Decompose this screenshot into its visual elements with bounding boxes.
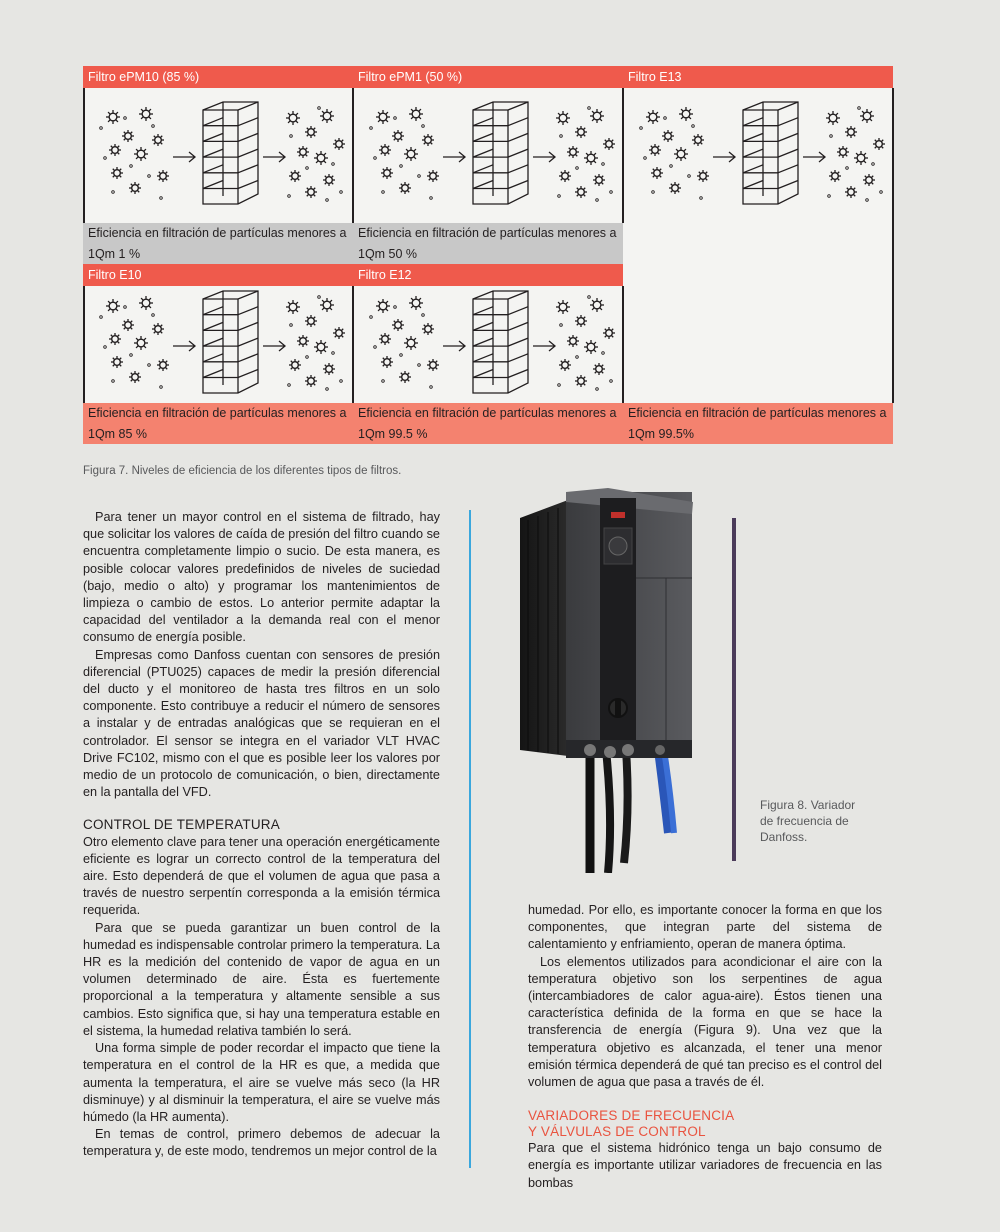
small-particle-icon bbox=[382, 191, 385, 194]
small-particle-icon bbox=[652, 191, 655, 194]
particle-icon bbox=[323, 363, 335, 375]
small-particle-icon bbox=[124, 306, 127, 309]
particle-icon bbox=[409, 107, 423, 121]
filter-efficiency-text bbox=[623, 403, 893, 444]
particle-icon bbox=[109, 333, 121, 345]
small-particle-icon bbox=[872, 163, 875, 166]
particle-icon bbox=[109, 144, 121, 156]
filter-efficiency-text bbox=[83, 403, 353, 444]
filter-cell-e10 bbox=[83, 264, 353, 444]
grid-line bbox=[352, 88, 354, 223]
particle-icon bbox=[697, 170, 709, 182]
small-particle-icon bbox=[332, 352, 335, 355]
small-particle-icon bbox=[288, 384, 291, 387]
small-particle-icon bbox=[602, 352, 605, 355]
small-particle-icon bbox=[290, 324, 293, 327]
particle-icon bbox=[556, 300, 570, 314]
small-particle-icon bbox=[104, 157, 107, 160]
particle-icon bbox=[111, 167, 123, 179]
efficiency-label: Eficiencia en filtración de partículas menores a bbox=[88, 226, 347, 240]
particle-icon bbox=[392, 319, 404, 331]
filter-diagram bbox=[353, 286, 623, 403]
efficiency-value: 1Qm 99.5 % bbox=[358, 427, 428, 441]
filter-title: Filtro E12 bbox=[353, 264, 623, 286]
small-particle-icon bbox=[576, 356, 579, 359]
particle-icon bbox=[646, 110, 660, 124]
small-particle-icon bbox=[560, 324, 563, 327]
small-particle-icon bbox=[610, 380, 613, 383]
small-particle-icon bbox=[100, 316, 103, 319]
small-particle-icon bbox=[610, 191, 613, 194]
particle-icon bbox=[837, 146, 849, 158]
grid-line bbox=[83, 88, 85, 223]
grid-line bbox=[622, 88, 624, 223]
small-particle-icon bbox=[418, 364, 421, 367]
small-particle-icon bbox=[326, 199, 329, 202]
small-particle-icon bbox=[370, 316, 373, 319]
small-particle-icon bbox=[374, 157, 377, 160]
grid-line bbox=[892, 88, 894, 403]
filter-diagram bbox=[83, 286, 353, 403]
right-column bbox=[528, 902, 882, 1192]
filter-efficiency-text bbox=[353, 403, 623, 444]
small-particle-icon bbox=[576, 167, 579, 170]
particle-icon bbox=[845, 126, 857, 138]
small-particle-icon bbox=[400, 165, 403, 168]
efficiency-value: 1Qm 85 % bbox=[88, 427, 148, 441]
particle-icon bbox=[376, 110, 390, 124]
small-particle-icon bbox=[318, 296, 321, 299]
particle-icon bbox=[679, 107, 693, 121]
particle-icon bbox=[584, 340, 598, 354]
small-particle-icon bbox=[152, 125, 155, 128]
particle-icon bbox=[603, 138, 615, 150]
small-particle-icon bbox=[370, 127, 373, 130]
small-particle-icon bbox=[394, 306, 397, 309]
particle-icon bbox=[649, 144, 661, 156]
frequency-drive-photo bbox=[518, 488, 708, 873]
particle-icon bbox=[286, 300, 300, 314]
particle-icon bbox=[662, 130, 674, 142]
particle-icon bbox=[305, 315, 317, 327]
small-particle-icon bbox=[124, 117, 127, 120]
particle-icon bbox=[314, 151, 328, 165]
efficiency-label: Eficiencia en filtración de partículas menores a bbox=[358, 226, 617, 240]
efficiency-value: 1Qm 50 % bbox=[358, 247, 418, 261]
paragraph: Los elementos utilizados para acondicionar el aire con la temperatura objetivo son los serpentines de agua (intercambiadores de calor agua-aire). Éstos tienen una característica definida de la forma en que se hace la transferencia de energía (Figura 9). Una vez que la temperatura objetivo es alcanzada, el tener una menor emisión térmica dependerá de qué tan preciso es el control del volumen de agua que pasa a través de él. bbox=[528, 954, 882, 1090]
particle-icon bbox=[381, 167, 393, 179]
small-particle-icon bbox=[418, 175, 421, 178]
particle-icon bbox=[139, 296, 153, 310]
small-particle-icon bbox=[332, 163, 335, 166]
filter-diagram bbox=[623, 88, 893, 223]
small-particle-icon bbox=[688, 175, 691, 178]
particle-icon bbox=[567, 335, 579, 347]
small-particle-icon bbox=[318, 107, 321, 110]
particle-icon bbox=[381, 356, 393, 368]
filter-cell-epm1 bbox=[353, 66, 623, 264]
efficiency-label: Eficiencia en filtración de partículas menores a bbox=[88, 406, 347, 420]
particle-icon bbox=[556, 111, 570, 125]
particle-icon bbox=[289, 359, 301, 371]
particle-icon bbox=[323, 174, 335, 186]
paragraph: humedad. Por ello, es importante conocer la forma en que los componentes, que integran parte del sistema de calentamiento y enfriamiento, operan de manera óptima. bbox=[528, 903, 882, 952]
particle-icon bbox=[404, 147, 418, 161]
small-particle-icon bbox=[640, 127, 643, 130]
small-particle-icon bbox=[700, 197, 703, 200]
small-particle-icon bbox=[160, 386, 163, 389]
particle-icon bbox=[567, 146, 579, 158]
efficiency-label: Eficiencia en filtración de partículas menores a bbox=[358, 406, 617, 420]
small-particle-icon bbox=[846, 167, 849, 170]
small-particle-icon bbox=[858, 107, 861, 110]
filter-efficiency-text bbox=[83, 223, 353, 264]
small-particle-icon bbox=[374, 346, 377, 349]
filter-efficiency-text bbox=[353, 223, 623, 264]
particle-icon bbox=[575, 186, 587, 198]
section-heading: CONTROL DE TEMPERATURA bbox=[83, 817, 280, 833]
filter-icon bbox=[743, 102, 798, 204]
filter-icon bbox=[473, 291, 528, 393]
filter-icon bbox=[473, 102, 528, 204]
particle-icon bbox=[651, 167, 663, 179]
small-particle-icon bbox=[100, 127, 103, 130]
small-particle-icon bbox=[692, 125, 695, 128]
particle-icon bbox=[106, 110, 120, 124]
figure-7-caption: Figura 7. Niveles de eficiencia de los diferentes tipos de filtros. bbox=[83, 465, 402, 477]
efficiency-value: 1Qm 99.5% bbox=[628, 427, 695, 441]
grid-line bbox=[352, 286, 354, 403]
filter-title: Filtro ePM1 (50 %) bbox=[353, 66, 623, 88]
small-particle-icon bbox=[382, 380, 385, 383]
figure-accent-bar bbox=[732, 518, 736, 861]
small-particle-icon bbox=[394, 117, 397, 120]
small-particle-icon bbox=[430, 197, 433, 200]
small-particle-icon bbox=[290, 135, 293, 138]
caption-text: Figura 8. Variador de frecuencia de Danfoss. bbox=[760, 798, 856, 844]
particle-icon bbox=[422, 323, 434, 335]
paragraph: En temas de control, primero debemos de adecuar la temperatura y, de este modo, tendremos un mejor control de la bbox=[83, 1127, 440, 1159]
particle-icon bbox=[584, 151, 598, 165]
particle-icon bbox=[297, 335, 309, 347]
efficiency-label: Eficiencia en filtración de partículas menores a bbox=[628, 406, 887, 420]
particle-icon bbox=[314, 340, 328, 354]
small-particle-icon bbox=[430, 386, 433, 389]
particle-icon bbox=[427, 359, 439, 371]
particle-icon bbox=[404, 336, 418, 350]
particle-icon bbox=[134, 147, 148, 161]
particle-icon bbox=[152, 323, 164, 335]
section-heading-line2: Y VÁLVULAS DE CONTROL bbox=[528, 1124, 706, 1140]
small-particle-icon bbox=[588, 107, 591, 110]
particle-icon bbox=[590, 298, 604, 312]
small-particle-icon bbox=[558, 384, 561, 387]
particle-icon bbox=[333, 138, 345, 150]
filter-title: Filtro E10 bbox=[83, 264, 353, 286]
particle-icon bbox=[590, 109, 604, 123]
small-particle-icon bbox=[596, 199, 599, 202]
filter-cell-epm10 bbox=[83, 66, 353, 264]
particle-icon bbox=[379, 144, 391, 156]
filter-cell-e13 bbox=[623, 66, 893, 444]
particle-icon bbox=[427, 170, 439, 182]
particle-icon bbox=[320, 109, 334, 123]
particle-icon bbox=[559, 359, 571, 371]
small-particle-icon bbox=[558, 195, 561, 198]
filter-efficiency-figure bbox=[83, 66, 893, 444]
filter-title: Filtro ePM10 (85 %) bbox=[83, 66, 353, 88]
particle-icon bbox=[152, 134, 164, 146]
paragraph: Para tener un mayor control en el sistema de filtrado, hay que solicitar los valores de caída de presión del filtro cuando se encuentra completamente limpio o sucio. De esta manera, es posible colocar valores predefinidos de niveles de suciedad (bajo, medio o alto) y programar los mantenimientos de limpieza o cambio de estos. Lo anterior permite adaptar la capacidad del ventilador a la demanda real con el menor consumo de energía posible. bbox=[83, 510, 440, 645]
figure-8-caption bbox=[760, 797, 870, 845]
particle-icon bbox=[305, 375, 317, 387]
particle-icon bbox=[593, 363, 605, 375]
small-particle-icon bbox=[326, 388, 329, 391]
particle-icon bbox=[106, 299, 120, 313]
grid-line bbox=[622, 286, 624, 403]
small-particle-icon bbox=[340, 191, 343, 194]
particle-icon bbox=[122, 319, 134, 331]
small-particle-icon bbox=[152, 314, 155, 317]
paragraph: Otro elemento clave para tener una operación energéticamente eficiente es lograr un correcto control de la temperatura del aire. Esto dependerá de que el volumen de agua que pasa a través de nuestro serpentín corresponda a la emisión térmica requerida. bbox=[83, 834, 440, 918]
paragraph: Empresas como Danfoss cuentan con sensores de presión diferencial (PTU025) capaces de medir la presión diferencial del ducto y el monitoreo de hasta tres filtros en un solo componente. Esto contribuye a reducir el número de sensores a instalar y de entradas analógicas que se requieran en el controlador. El sensor se integra en el variador VLT HVAC Drive FC102, mismo con el que es posible leer los valores por medio de un protocolo de comunicación, o bien, directamente en la pantalla del VFD. bbox=[83, 647, 440, 800]
small-particle-icon bbox=[340, 380, 343, 383]
small-particle-icon bbox=[112, 191, 115, 194]
left-column bbox=[83, 509, 440, 1161]
small-particle-icon bbox=[112, 380, 115, 383]
small-particle-icon bbox=[130, 165, 133, 168]
particle-icon bbox=[854, 151, 868, 165]
particle-icon bbox=[157, 170, 169, 182]
small-particle-icon bbox=[830, 135, 833, 138]
particle-icon bbox=[305, 186, 317, 198]
grid-line bbox=[83, 286, 85, 403]
particle-icon bbox=[399, 371, 411, 383]
filter-icon bbox=[203, 102, 258, 204]
particle-icon bbox=[575, 375, 587, 387]
particle-icon bbox=[157, 359, 169, 371]
particle-icon bbox=[863, 174, 875, 186]
small-particle-icon bbox=[602, 163, 605, 166]
particle-icon bbox=[860, 109, 874, 123]
particle-icon bbox=[333, 327, 345, 339]
paragraph: Para que se pueda garantizar un buen control de la humedad es indispensable controlar primero la temperatura. La HR es la medición del contenido de vapor de agua en un volumen determinado de aire. Ésta es fuertemente proporcional a la temperatura y altamente sensible a sus cambios. Esto significa que, si hay una temperatura estable en el sistema, la humedad relativa también lo será. bbox=[83, 920, 440, 1038]
filter-title: Filtro E13 bbox=[623, 66, 893, 88]
particle-icon bbox=[129, 371, 141, 383]
filter-diagram bbox=[83, 88, 353, 223]
particle-icon bbox=[873, 138, 885, 150]
small-particle-icon bbox=[880, 191, 883, 194]
particle-icon bbox=[122, 130, 134, 142]
small-particle-icon bbox=[306, 167, 309, 170]
particle-icon bbox=[376, 299, 390, 313]
particle-icon bbox=[845, 186, 857, 198]
particle-icon bbox=[422, 134, 434, 146]
small-particle-icon bbox=[664, 117, 667, 120]
small-particle-icon bbox=[588, 296, 591, 299]
paragraph: Una forma simple de poder recordar el impacto que tiene la temperatura en el control de la HR es que, a medida que aumenta la temperatura, el aire se vuelve más seco (la HR disminuye) y al disminuir la temperatura, el aire se vuelve más húmedo (la HR aumenta). bbox=[83, 1041, 440, 1124]
particle-icon bbox=[575, 126, 587, 138]
particle-icon bbox=[829, 170, 841, 182]
particle-icon bbox=[409, 296, 423, 310]
particle-icon bbox=[669, 182, 681, 194]
small-particle-icon bbox=[596, 388, 599, 391]
column-divider bbox=[469, 510, 471, 1168]
small-particle-icon bbox=[148, 175, 151, 178]
particle-icon bbox=[379, 333, 391, 345]
particle-icon bbox=[593, 174, 605, 186]
particle-icon bbox=[139, 107, 153, 121]
particle-icon bbox=[392, 130, 404, 142]
particle-icon bbox=[575, 315, 587, 327]
small-particle-icon bbox=[422, 125, 425, 128]
particle-icon bbox=[603, 327, 615, 339]
particle-icon bbox=[129, 182, 141, 194]
small-particle-icon bbox=[130, 354, 133, 357]
filter-diagram bbox=[353, 88, 623, 223]
small-particle-icon bbox=[644, 157, 647, 160]
particle-icon bbox=[559, 170, 571, 182]
small-particle-icon bbox=[104, 346, 107, 349]
particle-icon bbox=[111, 356, 123, 368]
particle-icon bbox=[320, 298, 334, 312]
particle-icon bbox=[289, 170, 301, 182]
particle-icon bbox=[297, 146, 309, 158]
filter-icon bbox=[203, 291, 258, 393]
efficiency-value: 1Qm 1 % bbox=[88, 247, 141, 261]
small-particle-icon bbox=[148, 364, 151, 367]
small-particle-icon bbox=[866, 199, 869, 202]
small-particle-icon bbox=[306, 356, 309, 359]
small-particle-icon bbox=[160, 197, 163, 200]
particle-icon bbox=[286, 111, 300, 125]
particle-icon bbox=[692, 134, 704, 146]
particle-icon bbox=[826, 111, 840, 125]
small-particle-icon bbox=[560, 135, 563, 138]
small-particle-icon bbox=[828, 195, 831, 198]
particle-icon bbox=[305, 126, 317, 138]
small-particle-icon bbox=[670, 165, 673, 168]
particle-icon bbox=[134, 336, 148, 350]
section-heading-line1: VARIADORES DE FRECUENCIA bbox=[528, 1108, 735, 1124]
small-particle-icon bbox=[400, 354, 403, 357]
small-particle-icon bbox=[288, 195, 291, 198]
particle-icon bbox=[674, 147, 688, 161]
filter-cell-e12 bbox=[353, 264, 623, 444]
small-particle-icon bbox=[422, 314, 425, 317]
paragraph: Para que el sistema hidrónico tenga un bajo consumo de energía es importante utilizar variadores de frecuencia en las bombas bbox=[528, 1141, 882, 1190]
particle-icon bbox=[399, 182, 411, 194]
